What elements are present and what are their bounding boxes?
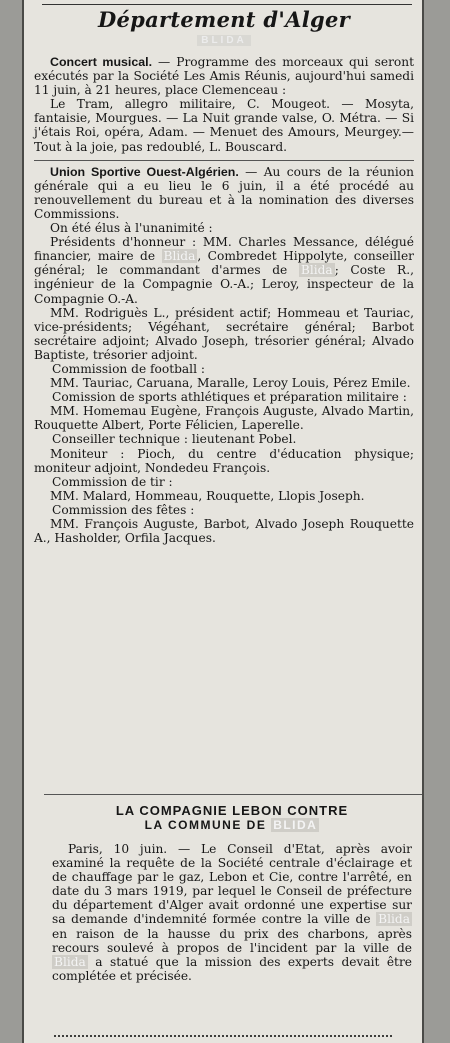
shooting-heading: Commission de tir : bbox=[52, 474, 173, 489]
athletics-heading: Comission de sports athlétiques et préparation militaire : bbox=[52, 390, 407, 405]
shooting-members: MM. Malard, Hommeau, Rouquette, Llopis Joseph. bbox=[50, 488, 365, 503]
bottom-dotted-rule bbox=[54, 1031, 392, 1037]
blida-highlight: BLIDA bbox=[273, 818, 318, 832]
lebon-body: Paris, 10 juin. — Le Conseil d'Etat, après avoir examiné la requête de la Société centrale d'éclairage et de chauffage par le gaz, Lebon et Cie, contre l'arrêté, en date du 3 mars 1919, par lequel le Conseil de préfecture du département d'Alger avait ordonné une expertise sur sa demande d'indemnité formée contre la ville de Blida en raison de la hausse du prix des charbons, après recours soulevé à propos de l'incident par la ville de Blida a statué que la mission des experts devait être complétée et précisée. bbox=[52, 842, 412, 983]
lebon-title-line1: LA COMPAGNIE LEBON CONTRE bbox=[115, 803, 349, 818]
article-concert bbox=[34, 55, 414, 97]
monitor-line: Moniteur : Pioch, du centre d'éducation physique; moniteur adjoint, Nondedeu François. bbox=[34, 446, 414, 475]
lebon-title-line2: LA COMMUNE DE BLIDA bbox=[144, 818, 318, 832]
union-intro: — Au cours de la réunion générale qui a eu lieu le 6 juin, il a été procédé au renouvellement du bureau et à la nomination des diverses Commissions. bbox=[34, 164, 414, 221]
technical-advisor: Conseiller technique : lieutenant Pobel. bbox=[52, 432, 297, 447]
concert-heading: Concert musical. bbox=[50, 55, 153, 69]
festivities-members: MM. François Auguste, Barbot, Alvado Joseph Rouquette A., Hasholder, Orfila Jacques. bbox=[34, 517, 414, 546]
column-content bbox=[34, 0, 414, 545]
blida-highlight: Blida bbox=[163, 249, 196, 264]
concert-intro: — Programme des morceaux qui seront exécutés par la Société Les Amis Réunis, aujourd'hui samedi 11 juin, à 21 heures, place Clemenceau : bbox=[34, 55, 414, 98]
newspaper-column bbox=[22, 0, 424, 1043]
section-title: Département d'Alger bbox=[97, 7, 351, 32]
bureau-members: MM. Rodriguès L., président actif; Hommeau et Tauriac, vice-présidents; Végéhant, secrétaire général; Barbot secrétaire adjoint; Alvado Joseph, trésorier général; Alvado Baptiste, trésorier adjoint. bbox=[34, 305, 414, 362]
union-heading: Union Sportive Ouest-Algérien. bbox=[50, 164, 239, 179]
blida-highlight: Blida bbox=[300, 263, 333, 278]
article-union-sportive bbox=[34, 165, 414, 221]
football-members: MM. Tauriac, Caruana, Maralle, Leroy Louis, Pérez Emile. bbox=[50, 376, 411, 391]
athletics-members: MM. Homemau Eugène, François Auguste, Alvado Martin, Rouquette Albert, Porte Félicien, Laperelle. bbox=[34, 404, 414, 433]
city-heading: BLIDA bbox=[34, 34, 414, 47]
blida-highlight: Blida bbox=[378, 912, 410, 927]
article-lebon bbox=[44, 794, 422, 1033]
concert-program: Le Tram, allegro militaire, C. Mougeot. — Mosyta, fantaisie, Mourgues. — La Nuit grande valse, O. Métra. — Si j'étais Roi, opéra, Adam. — Menuet des Amours, Meurgey.— Tout à la joie, pas redoublé, L. Bouscard. bbox=[34, 97, 414, 154]
festivities-heading: Commission des fêtes : bbox=[52, 502, 195, 517]
separator bbox=[34, 160, 414, 161]
football-heading: Commission de football : bbox=[52, 361, 205, 376]
blida-highlight: Blida bbox=[54, 954, 86, 969]
honorary-presidents: Présidents d'honneur : MM. Charles Messance, délégué financier, maire de Blida , Combredet Hippolyte, conseiller général; le commandant d'armes de Blida ; Coste R., ingénieur de la Compagnie O.-A.; Leroy, inspecteur de la Compagnie O.-A. bbox=[34, 235, 414, 306]
elected-line: On été élus à l'unanimité : bbox=[50, 221, 213, 236]
